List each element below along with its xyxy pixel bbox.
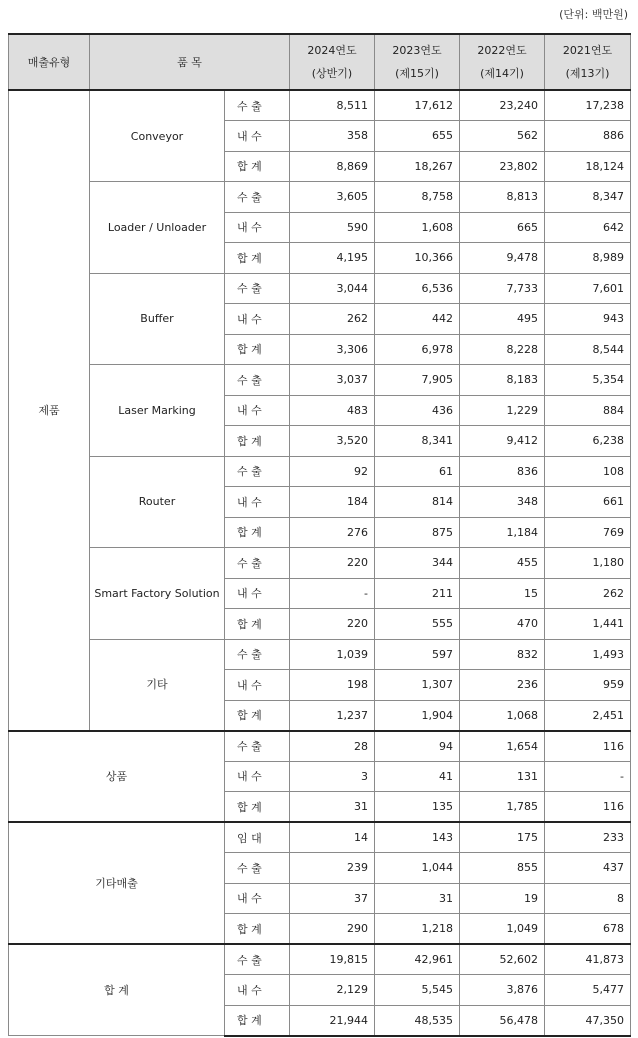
header-period: (상반기) (311, 67, 353, 80)
header-year: 2023연도 (392, 44, 442, 57)
table-row (9, 456, 631, 487)
sub-label-cell: 내 수 (225, 395, 290, 426)
value-cell: 8,511 (290, 90, 375, 121)
header-year-2022 (460, 34, 545, 90)
sub-label-cell: 내 수 (225, 975, 290, 1006)
value-cell: 4,195 (290, 243, 375, 274)
value-cell: 8,341 (375, 426, 460, 457)
value-cell: 495 (460, 304, 545, 335)
value-cell: 3,037 (290, 365, 375, 396)
table-body (9, 90, 631, 1036)
sub-label-cell: 합 계 (225, 517, 290, 548)
value-cell: 884 (545, 395, 631, 426)
value-cell: 442 (375, 304, 460, 335)
value-cell: 108 (545, 456, 631, 487)
table-row (9, 182, 631, 213)
value-cell: 8,347 (545, 182, 631, 213)
sub-label-cell: 합 계 (225, 1005, 290, 1036)
value-cell: 1,039 (290, 639, 375, 670)
value-cell: 3,044 (290, 273, 375, 304)
header-type: 매출유형 (9, 34, 90, 90)
sales-table (8, 33, 631, 1037)
value-cell: 5,354 (545, 365, 631, 396)
value-cell: 358 (290, 121, 375, 152)
sub-label-cell: 합 계 (225, 426, 290, 457)
value-cell: 17,238 (545, 90, 631, 121)
value-cell: 17,612 (375, 90, 460, 121)
value-cell: 455 (460, 548, 545, 579)
unit-note: (단위: 백만원) (559, 8, 628, 21)
sub-label-cell: 수 출 (225, 731, 290, 762)
value-cell: 211 (375, 578, 460, 609)
value-cell: - (290, 578, 375, 609)
value-cell: 7,905 (375, 365, 460, 396)
value-cell: 21,944 (290, 1005, 375, 1036)
value-cell: 886 (545, 121, 631, 152)
item-cell: Smart Factory Solution (90, 548, 225, 640)
header-year: 2024연도 (307, 44, 357, 57)
item-cell: Buffer (90, 273, 225, 365)
value-cell: 943 (545, 304, 631, 335)
header-year-2021 (545, 34, 631, 90)
header-item: 품 목 (90, 34, 290, 90)
value-cell: 1,180 (545, 548, 631, 579)
value-cell: 8,758 (375, 182, 460, 213)
value-cell: 1,654 (460, 731, 545, 762)
value-cell: 41 (375, 761, 460, 792)
table-row (9, 90, 631, 121)
value-cell: 236 (460, 670, 545, 701)
header-year: 2022연도 (477, 44, 527, 57)
value-cell: 198 (290, 670, 375, 701)
value-cell: 3,605 (290, 182, 375, 213)
sub-label-cell: 수 출 (225, 365, 290, 396)
value-cell: 42,961 (375, 944, 460, 975)
value-cell: 116 (545, 731, 631, 762)
header-year-2024 (290, 34, 375, 90)
value-cell: 2,451 (545, 700, 631, 731)
value-cell: 3 (290, 761, 375, 792)
value-cell: 348 (460, 487, 545, 518)
sub-label-cell: 내 수 (225, 883, 290, 914)
item-cell: 기타 (90, 639, 225, 731)
value-cell: 18,267 (375, 151, 460, 182)
value-cell: 8,544 (545, 334, 631, 365)
item-cell: Loader / Unloader (90, 182, 225, 274)
table-row (9, 822, 631, 853)
value-cell: 814 (375, 487, 460, 518)
value-cell: 52,602 (460, 944, 545, 975)
value-cell: 220 (290, 548, 375, 579)
value-cell: 661 (545, 487, 631, 518)
value-cell: 184 (290, 487, 375, 518)
value-cell: 3,520 (290, 426, 375, 457)
sub-label-cell: 수 출 (225, 90, 290, 121)
value-cell: 3,306 (290, 334, 375, 365)
sub-label-cell: 내 수 (225, 121, 290, 152)
sub-label-cell: 내 수 (225, 761, 290, 792)
value-cell: 836 (460, 456, 545, 487)
sub-label-cell: 수 출 (225, 456, 290, 487)
value-cell: 94 (375, 731, 460, 762)
sub-label-cell: 내 수 (225, 578, 290, 609)
value-cell: 483 (290, 395, 375, 426)
value-cell: 555 (375, 609, 460, 640)
value-cell: 665 (460, 212, 545, 243)
sub-label-cell: 수 출 (225, 182, 290, 213)
header-year-2023 (375, 34, 460, 90)
sales-type-cell: 제품 (9, 90, 90, 731)
value-cell: 9,412 (460, 426, 545, 457)
value-cell: 597 (375, 639, 460, 670)
value-cell: 31 (375, 883, 460, 914)
table-row (9, 548, 631, 579)
value-cell: 875 (375, 517, 460, 548)
sub-label-cell: 수 출 (225, 273, 290, 304)
value-cell: 135 (375, 792, 460, 823)
value-cell: 855 (460, 853, 545, 884)
value-cell: 8,228 (460, 334, 545, 365)
value-cell: 233 (545, 822, 631, 853)
value-cell: 28 (290, 731, 375, 762)
value-cell: 6,536 (375, 273, 460, 304)
item-cell: Router (90, 456, 225, 548)
sub-label-cell: 합 계 (225, 243, 290, 274)
value-cell: 61 (375, 456, 460, 487)
value-cell: 437 (545, 853, 631, 884)
sub-label-cell: 합 계 (225, 334, 290, 365)
value-cell: 290 (290, 914, 375, 945)
value-cell: 8 (545, 883, 631, 914)
value-cell: 7,601 (545, 273, 631, 304)
header-year: 2021연도 (562, 44, 613, 57)
value-cell: 3,876 (460, 975, 545, 1006)
value-cell: 47,350 (545, 1005, 631, 1036)
value-cell: 562 (460, 121, 545, 152)
sub-label-cell: 내 수 (225, 670, 290, 701)
value-cell: 8,989 (545, 243, 631, 274)
value-cell: 175 (460, 822, 545, 853)
sub-label-cell: 수 출 (225, 548, 290, 579)
value-cell: 1,493 (545, 639, 631, 670)
value-cell: 2,129 (290, 975, 375, 1006)
value-cell: 1,049 (460, 914, 545, 945)
value-cell: 5,545 (375, 975, 460, 1006)
value-cell: 8,869 (290, 151, 375, 182)
value-cell: 143 (375, 822, 460, 853)
value-cell: 769 (545, 517, 631, 548)
value-cell: 15 (460, 578, 545, 609)
table-row (9, 365, 631, 396)
value-cell: 5,477 (545, 975, 631, 1006)
value-cell: 1,218 (375, 914, 460, 945)
value-cell: 131 (460, 761, 545, 792)
value-cell: 23,802 (460, 151, 545, 182)
value-cell: 1,608 (375, 212, 460, 243)
sales-type-cell: 기타매출 (9, 822, 225, 944)
table-row (9, 731, 631, 762)
value-cell: 19 (460, 883, 545, 914)
value-cell: 8,813 (460, 182, 545, 213)
sub-label-cell: 내 수 (225, 212, 290, 243)
sub-label-cell: 합 계 (225, 700, 290, 731)
value-cell: 436 (375, 395, 460, 426)
item-cell: Laser Marking (90, 365, 225, 457)
header-period: (제13기) (565, 67, 610, 80)
value-cell: 239 (290, 853, 375, 884)
value-cell: 276 (290, 517, 375, 548)
value-cell: 1,044 (375, 853, 460, 884)
value-cell: 655 (375, 121, 460, 152)
value-cell: 19,815 (290, 944, 375, 975)
table-row (9, 273, 631, 304)
value-cell: 1,237 (290, 700, 375, 731)
sub-label-cell: 임 대 (225, 822, 290, 853)
value-cell: 1,229 (460, 395, 545, 426)
value-cell: 344 (375, 548, 460, 579)
table-header (9, 34, 631, 90)
value-cell: 832 (460, 639, 545, 670)
value-cell: 56,478 (460, 1005, 545, 1036)
value-cell: 959 (545, 670, 631, 701)
value-cell: 262 (545, 578, 631, 609)
sales-type-cell: 합 계 (9, 944, 225, 1036)
value-cell: 116 (545, 792, 631, 823)
value-cell: 1,441 (545, 609, 631, 640)
value-cell: 92 (290, 456, 375, 487)
value-cell: 9,478 (460, 243, 545, 274)
value-cell: 590 (290, 212, 375, 243)
value-cell: 14 (290, 822, 375, 853)
value-cell: 642 (545, 212, 631, 243)
sub-label-cell: 합 계 (225, 792, 290, 823)
value-cell: 1,068 (460, 700, 545, 731)
value-cell: 10,366 (375, 243, 460, 274)
value-cell: 6,238 (545, 426, 631, 457)
value-cell: 37 (290, 883, 375, 914)
header-period: (제15기) (395, 67, 439, 80)
value-cell: 470 (460, 609, 545, 640)
value-cell: 18,124 (545, 151, 631, 182)
value-cell: 8,183 (460, 365, 545, 396)
value-cell: 1,184 (460, 517, 545, 548)
value-cell: 1,307 (375, 670, 460, 701)
sub-label-cell: 내 수 (225, 487, 290, 518)
value-cell: 262 (290, 304, 375, 335)
sub-label-cell: 합 계 (225, 914, 290, 945)
table-row (9, 944, 631, 975)
table-row (9, 639, 631, 670)
value-cell: 1,785 (460, 792, 545, 823)
value-cell: 48,535 (375, 1005, 460, 1036)
sub-label-cell: 수 출 (225, 944, 290, 975)
value-cell: 678 (545, 914, 631, 945)
value-cell: 1,904 (375, 700, 460, 731)
value-cell: 23,240 (460, 90, 545, 121)
sub-label-cell: 수 출 (225, 853, 290, 884)
value-cell: 6,978 (375, 334, 460, 365)
item-cell: Conveyor (90, 90, 225, 182)
value-cell: - (545, 761, 631, 792)
value-cell: 31 (290, 792, 375, 823)
value-cell: 7,733 (460, 273, 545, 304)
sub-label-cell: 합 계 (225, 151, 290, 182)
sub-label-cell: 수 출 (225, 639, 290, 670)
sales-type-cell: 상품 (9, 731, 225, 823)
sub-label-cell: 내 수 (225, 304, 290, 335)
header-period: (제14기) (480, 67, 524, 80)
value-cell: 220 (290, 609, 375, 640)
value-cell: 41,873 (545, 944, 631, 975)
sub-label-cell: 합 계 (225, 609, 290, 640)
